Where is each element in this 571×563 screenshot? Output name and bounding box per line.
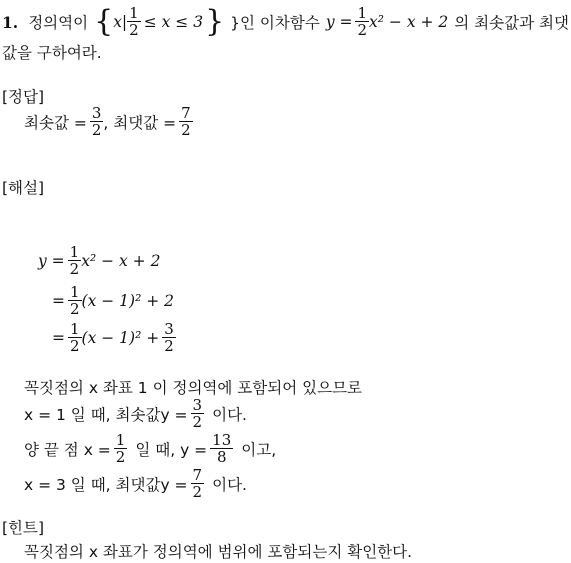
answer-min-num: 3 [91,104,102,122]
function-rest: x² − x + 2 [369,13,449,31]
eq2-den: 2 [70,300,80,318]
problem-line-1 [2,2,569,42]
explanation-text-1: 꼭짓점의 x 좌표 1 이 정의역에 포함되어 있으므로 [24,379,363,397]
text3-c: 이고, [241,441,277,459]
text2-b: 이다. [212,406,247,424]
text3-b: 일 때, y = [135,441,208,459]
eq3-fraction-1 [68,322,82,354]
function-coef-den: 2 [357,21,368,39]
text3-num2: 13 [212,431,232,449]
answer-min-label: 최솟값 = [24,114,87,132]
eq3-num: 1 [70,320,80,338]
explanation-header: [해설] [2,179,45,197]
text2-num: 3 [192,396,203,414]
problem-number: 1. [2,12,19,32]
answer-max-fraction [179,106,193,138]
problem-text-c: 의 최솟값과 최댓 [454,14,569,32]
hint-text: 꼭짓점의 x 좌표가 정의역에 범위에 포함되는지 확인한다. [24,543,413,561]
domain-inequality: ≤ x ≤ 3 [143,13,204,31]
text4-num: 7 [192,466,203,484]
domain-fraction-num: 1 [129,4,139,22]
eq2-num: 1 [70,283,80,301]
equation-line-3 [52,318,176,358]
answer-max-den: 2 [181,121,191,139]
eq3-den: 2 [70,337,80,355]
eq1-fraction [68,245,82,277]
eq3-lhs: = [52,329,65,347]
eq2-fraction [68,285,82,317]
domain-fraction [127,6,141,38]
text3-den: 2 [115,448,126,466]
eq1-den: 2 [69,260,80,278]
function-coef-num: 1 [357,4,368,22]
text2-den: 2 [192,413,203,431]
problem-line-2: 값을 구하여라. [2,44,102,62]
right-brace: } [205,4,225,39]
answer-max-num: 7 [181,104,191,122]
function-y: y = [325,13,353,31]
left-brace: { [94,4,114,39]
domain-fraction-den: 2 [129,21,139,39]
text3-fraction-1 [114,433,128,465]
answer-line [24,103,193,141]
eq1-num: 1 [69,243,80,261]
eq2-lhs: = [52,292,65,310]
text3-a: 양 끝 점 x = [24,441,111,459]
problem-text-b: }인 이차함수 [230,14,320,32]
text2-a: x = 1 일 때, 최솟값y = [24,406,188,424]
eq3-num2: 3 [164,320,174,338]
equation-line-1 [38,241,160,281]
text2-fraction [191,398,205,430]
text4-den: 2 [192,483,203,501]
equation-line-2 [52,281,174,321]
eq3-fraction-2 [162,322,176,354]
hint-header: [힌트] [2,519,45,537]
explanation-line-4 [24,465,247,503]
eq1-lhs: y = [38,252,65,270]
function-coef-fraction [355,6,369,38]
answer-min-den: 2 [91,121,102,139]
explanation-line-2 [24,395,247,433]
text4-fraction [191,468,205,500]
eq3-mid: (x − 1)² + [81,329,160,347]
explanation-line-3 [24,430,276,468]
text4-a: x = 3 일 때, 최댓값y = [24,476,188,494]
answer-min-fraction [90,106,104,138]
text3-fraction-2 [210,433,233,465]
text3-den2: 8 [210,448,233,465]
answer-separator: , 최댓값 = [103,114,177,132]
text4-b: 이다. [212,476,247,494]
eq1-rest: x² − x + 2 [81,252,161,270]
eq3-den2: 2 [164,337,174,355]
answer-header: [정답] [2,88,45,106]
problem-text-a: 정의역이 [28,14,89,32]
eq2-rest: (x − 1)² + 2 [81,292,175,310]
text3-num: 1 [115,431,126,449]
domain-set-x: x| [113,13,128,31]
